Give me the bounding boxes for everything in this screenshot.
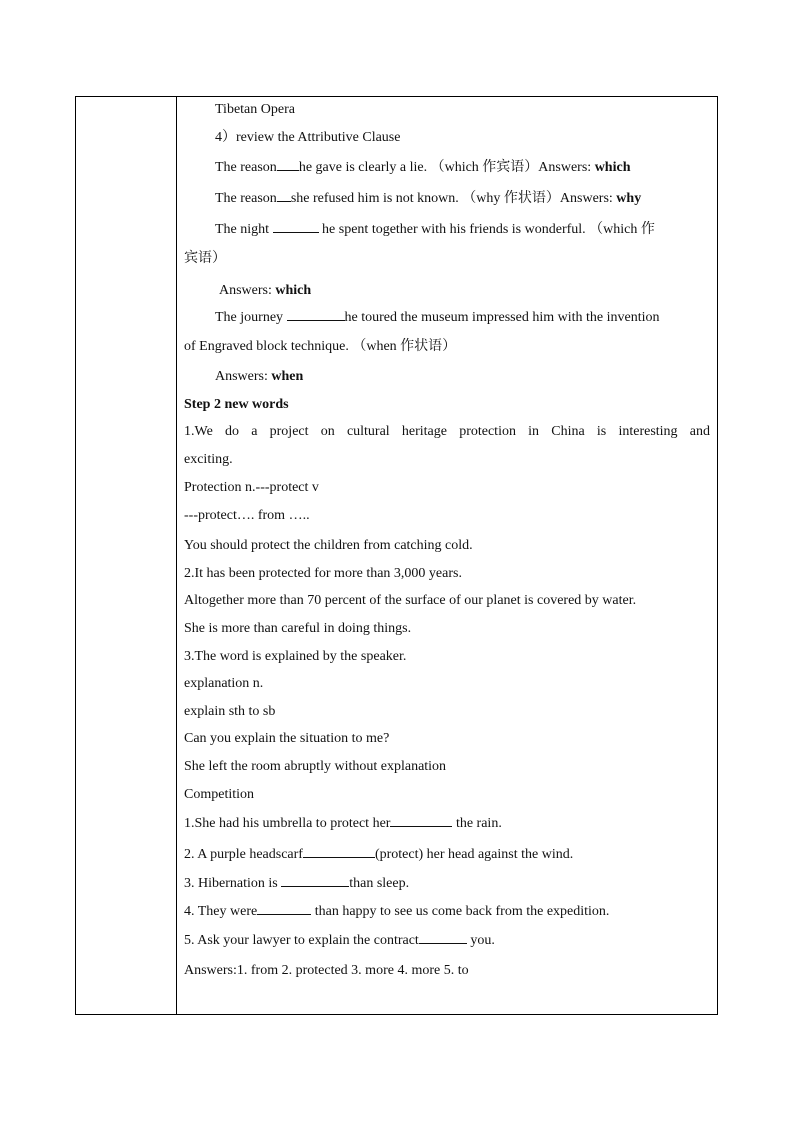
review-answer-4	[215, 370, 303, 384]
question-text: than sleep.	[349, 876, 410, 891]
competition-question-4	[184, 905, 609, 919]
word-line-8: 3.The word is explained by the speaker.	[184, 649, 407, 664]
question-text: you.	[466, 933, 495, 948]
competition-heading: Competition	[184, 787, 254, 802]
sentence-text: The reason	[215, 191, 277, 206]
competition-question-1	[184, 817, 502, 831]
answer-blank	[257, 913, 311, 915]
word-line-6: Altogether more than 70 percent of the surface of our planet is covered by water.	[184, 593, 637, 608]
answer-blank	[287, 319, 345, 321]
answer-text: which	[594, 160, 631, 175]
lesson-table	[75, 96, 718, 1015]
sentence-text: he gave is clearly a lie. （which 作宾语）Answers:	[298, 160, 595, 175]
answer-blank	[390, 825, 452, 827]
word-line-1-cont: exciting.	[184, 452, 233, 467]
sentence-text: The journey	[215, 310, 287, 325]
review-sentence-2	[215, 192, 641, 206]
question-text: 1.She had his umbrella to protect her	[184, 816, 391, 831]
question-text: 5. Ask your lawyer to explain the contract	[184, 933, 419, 948]
review-sentence-4	[215, 311, 659, 325]
tibetan-opera-line: Tibetan Opera	[215, 102, 295, 117]
competition-answers: Answers:1. from 2. protected 3. more 4. more 5. to	[184, 963, 469, 978]
word-line-1: 1.We do a project on cultural heritage protection in China is interesting and	[184, 424, 710, 439]
review-sentence-4-cont: of Engraved block technique. （when 作状语）	[184, 339, 457, 354]
question-text: 3. Hibernation is	[184, 876, 282, 891]
answer-text: which	[275, 283, 312, 298]
step2-heading: Step 2 new words	[184, 397, 289, 412]
answer-blank	[277, 200, 291, 202]
answer-text: when	[271, 369, 304, 384]
answer-label: Answers:	[215, 369, 272, 384]
answer-blank	[277, 169, 299, 171]
answer-label: Answers:	[219, 283, 276, 298]
question-text: the rain.	[452, 816, 502, 831]
review-heading: 4）review the Attributive Clause	[215, 130, 401, 145]
word-line-4: You should protect the children from catching cold.	[184, 538, 473, 553]
sentence-text: he spent together with his friends is wonderful. （which 作	[318, 222, 655, 237]
question-text: 4. They were	[184, 904, 258, 919]
answer-blank	[303, 856, 375, 858]
column-divider	[176, 97, 177, 1014]
review-sentence-3	[215, 223, 655, 237]
competition-question-5	[184, 934, 495, 948]
word-line-3: ---protect…. from …..	[184, 508, 310, 523]
word-line-2: Protection n.---protect v	[184, 480, 319, 495]
sentence-text: he toured the museum impressed him with the invention	[344, 310, 660, 325]
question-text: (protect) her head against the wind.	[374, 847, 574, 862]
word-line-11: Can you explain the situation to me?	[184, 731, 390, 746]
word-line-7: She is more than careful in doing things.	[184, 621, 412, 636]
word-line-10: explain sth to sb	[184, 704, 276, 719]
answer-blank	[419, 942, 467, 944]
question-text: than happy to see us come back from the expedition.	[311, 904, 610, 919]
answer-text: why	[616, 191, 642, 206]
competition-question-3	[184, 877, 409, 891]
word-line-12: She left the room abruptly without explanation	[184, 759, 447, 774]
word-line-5: 2.It has been protected for more than 3,000 years.	[184, 566, 462, 581]
word-line-9: explanation n.	[184, 676, 264, 691]
review-sentence-3-cont: 宾语）	[184, 251, 226, 266]
sentence-text: she refused him is not known. （why 作状语）Answers:	[290, 191, 617, 206]
sentence-text: The reason	[215, 160, 277, 175]
answer-blank	[281, 885, 349, 887]
answer-blank	[273, 231, 319, 233]
review-answer-3	[219, 284, 311, 298]
review-sentence-1	[215, 161, 630, 175]
sentence-text: The night	[215, 222, 273, 237]
competition-question-2	[184, 848, 573, 862]
question-text: 2. A purple headscarf	[184, 847, 303, 862]
